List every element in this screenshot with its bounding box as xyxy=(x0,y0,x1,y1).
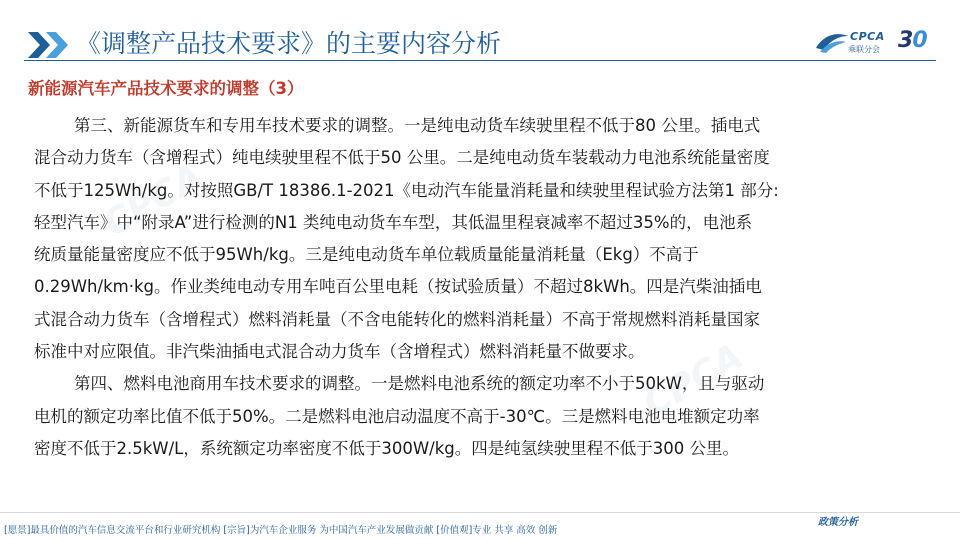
logo-anniversary-0: 0 xyxy=(912,28,927,53)
logo-subtitle: 乘联分会 xyxy=(848,45,880,54)
swoosh-logo-icon xyxy=(814,30,850,54)
page-title: 《调整产品技术要求》的主要内容分析 xyxy=(76,29,502,58)
footer-divider xyxy=(0,512,960,513)
text-line: 电机的额定功率比值不低于50%。二是燃料电池启动温度不高于-30℃。三是燃料电池电堆额定功率 xyxy=(34,406,760,426)
company-logo xyxy=(814,28,940,56)
title-divider xyxy=(24,60,936,61)
text-line: 式混合动力货车（含增程式）燃料消耗量（不含电能转化的燃料消耗量）不高于常规燃料消耗量国家 xyxy=(34,309,760,329)
text-line: 不低于125Wh/kg。对按照GB/T 18386.1-2021《电动汽车能量消耗量和续驶里程试验方法第1 部分: xyxy=(34,180,779,200)
section-heading: 新能源汽车产品技术要求的调整（3） xyxy=(28,79,304,98)
chevron-right-icon xyxy=(26,30,74,60)
footer-slogan: [愿景]最具价值的汽车信息交流平台和行业研究机构 [宗旨]为汽车企业服务 为中国汽车产业发展做贡献 [价值观]专业 共享 高效 创新 xyxy=(4,525,558,536)
watermark: CPCA xyxy=(96,155,211,246)
body-text xyxy=(34,110,932,465)
text-line: 0.29Wh/km·kg。作业类纯电动专用车吨百公里电耗（按试验质量）不超过8kWh。四是汽柴油插电 xyxy=(34,277,762,297)
text-line: 混合动力货车（含增程式）纯电续驶里程不低于50 公里。二是纯电动货车装载动力电池系统能量密度 xyxy=(34,148,770,168)
paragraph-third xyxy=(34,110,932,368)
footer-section-label: 政策分析 xyxy=(818,517,858,528)
paragraph-fourth xyxy=(34,368,932,465)
logo-brand: CPCA xyxy=(850,30,885,43)
text-line: 第三、新能源货车和专用车技术要求的调整。一是纯电动货车续驶里程不低于80 公里。插电式 xyxy=(74,116,761,135)
text-line: 密度不低于2.5kW/L，系统额定功率密度不低于300W/kg。四是纯氢续驶里程不低于300 公里。 xyxy=(34,438,739,458)
text-line: 第四、燃料电池商用车技术要求的调整。一是燃料电池系统的额定功率不小于50kW，且与驱动 xyxy=(74,374,765,394)
text-line: 标准中对应限值。非汽柴油插电式混合动力货车（含增程式）燃料消耗量不做要求。 xyxy=(34,342,645,362)
text-line: 统质量能量密度应不低于95Wh/kg。三是纯电动货车单位载质量能量消耗量（Ekg）不高于 xyxy=(34,245,699,265)
logo-anniversary xyxy=(898,28,927,53)
logo-anniversary-3: 3 xyxy=(898,28,913,53)
text-line: 轻型汽车》中“附录A”进行检测的N1 类纯电动货车车型，其低温里程衰减率不超过35%的，电池系 xyxy=(34,212,753,232)
watermark: CPCA xyxy=(636,335,751,426)
